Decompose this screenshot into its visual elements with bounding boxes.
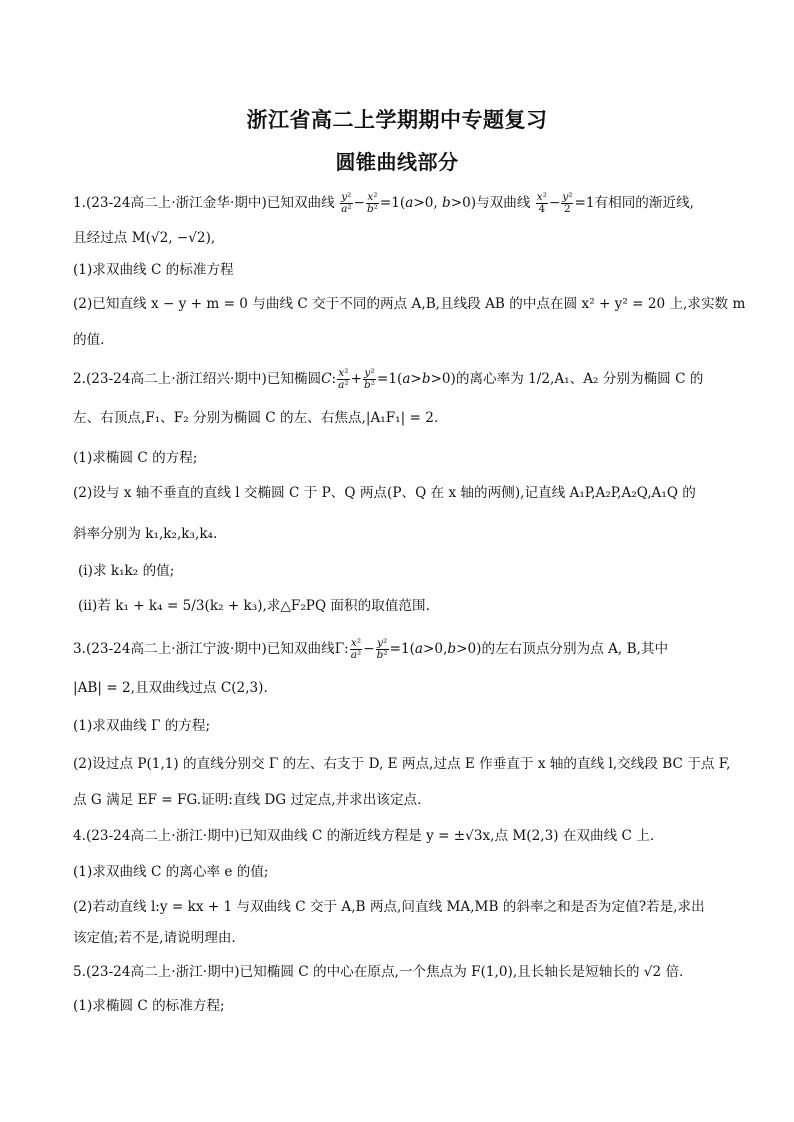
problem-1-part-2-cont: 的值. <box>73 332 105 348</box>
problem-2-stem: 2.(23-24高二上·浙江绍兴·期中)已知椭圆C: $\frac{\text{x²}}{\text{a²}}$ + $\frac{\text{y²}}{\text{b²}}$ =1(a>b>0)的离心率为 1/2,A₁、A₂ 分别为椭圆 C 的 <box>73 367 704 391</box>
problem-2-part-2: (2)设与 x 轴不垂直的直线 l 交椭圆 C 于 P、Q 两点(P、Q 在 x 轴的两侧),记直线 A₁P,A₂P,A₂Q,A₁Q 的 <box>73 485 696 501</box>
problem-1-part-1: (1)求双曲线 C 的标准方程 <box>73 262 234 278</box>
problem-4-part-2-cont: 该定值;若不是,请说明理由. <box>73 930 236 946</box>
problem-3-part-2-cont: 点 G 满足 EF = FG.证明:直线 DG 过定点,并求出该定点. <box>73 792 422 808</box>
problem-5-stem: 5.(23-24高二上·浙江·期中)已知椭圆 C 的中心在原点,一个焦点为 F(1,0),且长轴长是短轴长的 √2 倍. <box>73 964 684 980</box>
problem-2-part-1: (1)求椭圆 C 的方程; <box>73 450 198 466</box>
problem-2-part-i: (i)求 k₁k₂ 的值; <box>78 563 175 579</box>
problem-4-part-2: (2)若动直线 l:y = kx + 1 与双曲线 C 交于 A,B 两点,问直线 MA,MB 的斜率之和是否为定值?若是,求出 <box>73 899 705 915</box>
problem-1-stem-cont: 且经过点 M(√2, −√2), <box>73 230 216 246</box>
problem-4-part-1: (1)求双曲线 C 的离心率 e 的值; <box>73 864 269 880</box>
page-title: 浙江省高二上学期期中专题复习 <box>246 108 548 132</box>
problem-4-stem: 4.(23-24高二上·浙江·期中)已知双曲线 C 的渐近线方程是 y = ±√3x,点 M(2,3) 在双曲线 C 上. <box>73 828 655 844</box>
page-subtitle: 圆锥曲线部分 <box>335 150 459 174</box>
problem-3-stem-cont: |AB| = 2,且双曲线过点 C(2,3). <box>73 680 268 696</box>
problem-5-part-1: (1)求椭圆 C 的标准方程; <box>73 998 225 1014</box>
problem-2-part-2-cont: 斜率分别为 k₁,k₂,k₃,k₄. <box>73 526 218 542</box>
problem-3-part-1: (1)求双曲线 Γ 的方程; <box>73 718 211 734</box>
problem-2-stem-cont: 左、右顶点,F₁、F₂ 分别为椭圆 C 的左、右焦点,|A₁F₁| = 2. <box>73 410 439 426</box>
problem-3-stem: 3.(23-24高二上·浙江宁波·期中)已知双曲线Γ: $\frac{\text{x²}}{\text{a²}}$ − $\frac{\text{y²}}{\text{b²}}$ =1(a>0,b>0)的左右顶点分别为点 A, B,其中 <box>73 637 669 661</box>
problem-1-part-2: (2)已知直线 x − y + m = 0 与曲线 C 交于不同的两点 A,B,且线段 AB 的中点在圆 x² + y² = 20 上,求实数 m <box>73 296 746 312</box>
problem-2-part-ii: (ii)若 k₁ + k₄ = 5/3(k₂ + k₃),求△F₂PQ 面积的取值范围. <box>78 598 430 614</box>
problem-3-part-2: (2)设过点 P(1,1) 的直线分别交 Γ 的左、右支于 D, E 两点,过点 E 作垂直于 x 轴的直线 l,交线段 BC 于点 F, <box>73 756 731 772</box>
problem-1-stem: 1.(23-24高二上·浙江金华·期中)已知双曲线 $\frac{\text{y²}}{\text{a²}}$ − $\frac{\text{x²}}{\text{b²}}$ =1(a>0, b>0)与双曲线 $\frac{\text{x²}}{4}$ − $\frac{\text{y²}}{2}$ =1有相同的渐近线, <box>73 191 694 215</box>
